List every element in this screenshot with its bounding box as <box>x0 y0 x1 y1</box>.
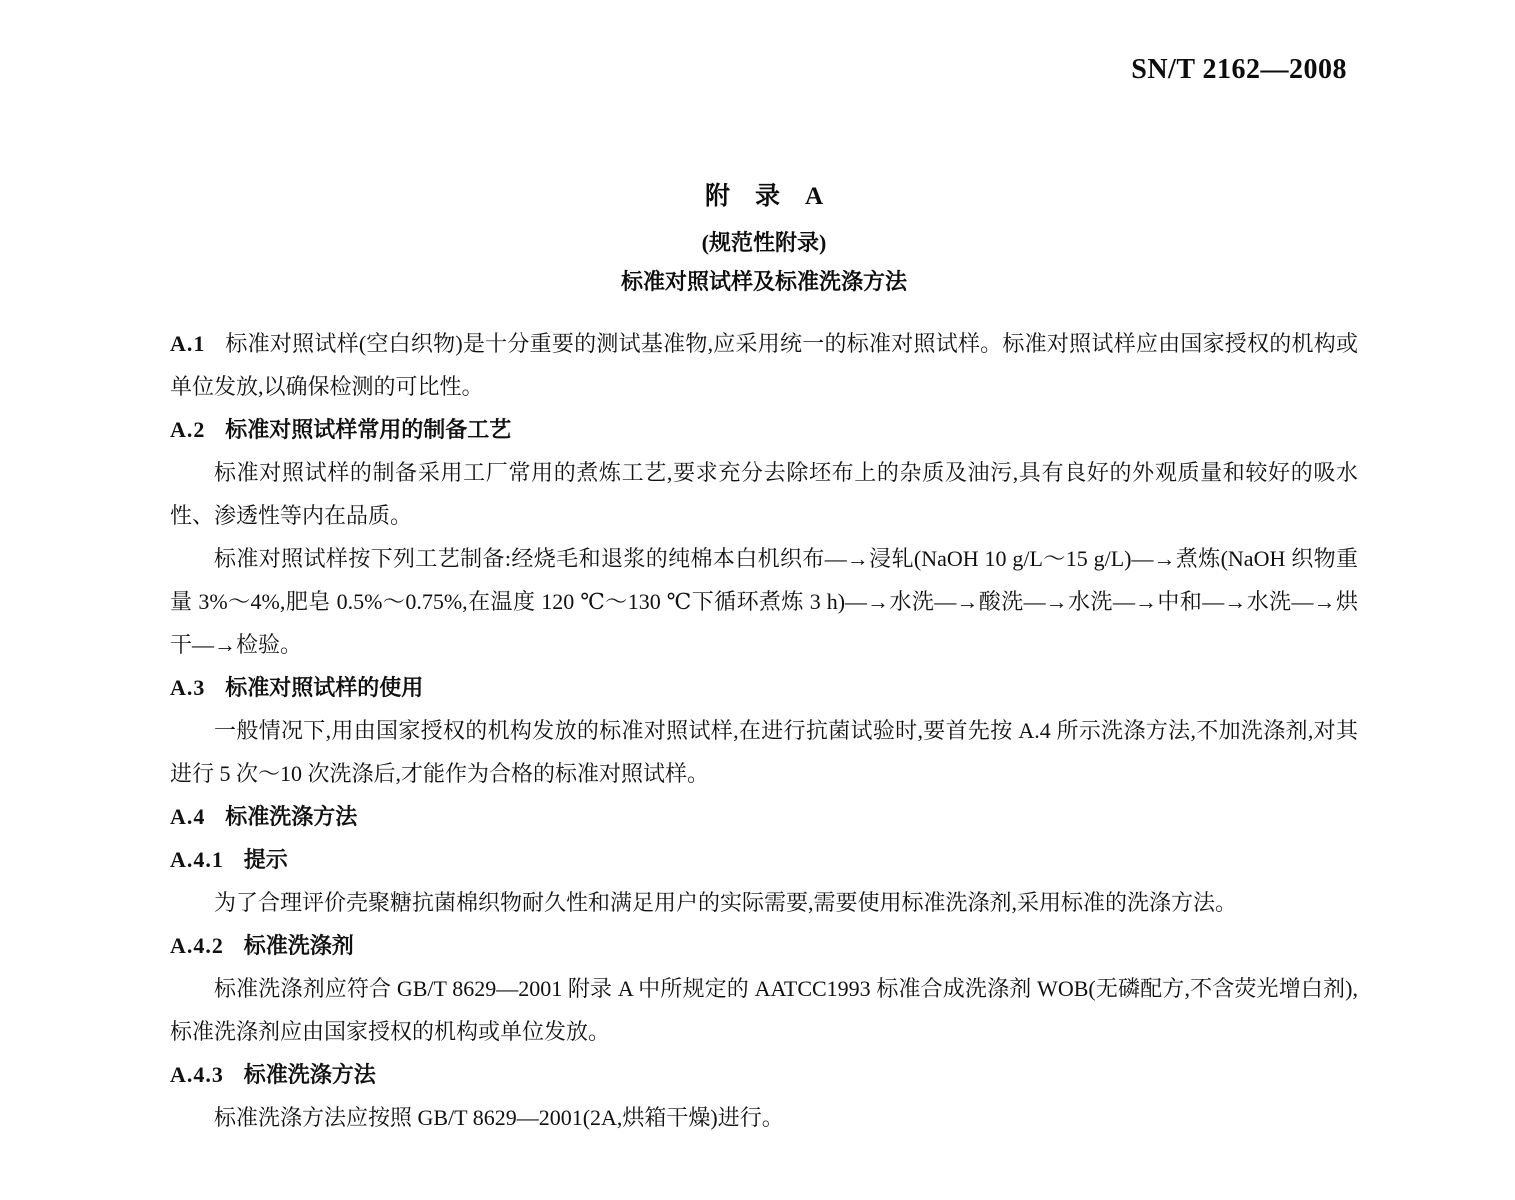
section-title-a43: 标准洗涤方法 <box>243 1062 376 1087</box>
paragraph-a43-1: 标准洗涤方法应按照 GB/T 8629—2001(2A,烘箱干燥)进行。 <box>214 1105 784 1130</box>
standard-number: SN/T 2162—2008 <box>1131 54 1347 85</box>
section-heading-a42 <box>170 924 1358 967</box>
paragraph-a41-1: 为了合理评价壳聚糖抗菌棉织物耐久性和满足用户的实际需要,需要使用标准洗涤剂,采用标准的洗涤方法。 <box>214 890 1238 915</box>
section-title-a4: 标准洗涤方法 <box>225 804 358 829</box>
section-heading-a41 <box>170 838 1358 881</box>
paragraph-a2-1: 标准对照试样的制备采用工厂常用的煮炼工艺,要求充分去除坯布上的杂质及油污,具有良好的外观质量和较好的吸水性、渗透性等内在品质。 <box>170 460 1358 528</box>
section-title-a42: 标准洗涤剂 <box>243 933 354 958</box>
section-label-a1: A.1 <box>170 331 206 356</box>
section-label-a43: A.4.3 <box>170 1062 224 1087</box>
paragraph-a2-2: 标准对照试样按下列工艺制备:经烧毛和退浆的纯棉本白机织布—→浸轧(NaOH 10 g/L～15 g/L)—→煮炼(NaOH 织物重量 3%～4%,肥皂 0.5%～0.75%,在温度 120 ℃～130 ℃下循环煮炼 3 h)—→水洗—→酸洗—→水洗—→中和—→水洗—→烘干—→检验。 <box>170 546 1358 657</box>
appendix-subject: 标准对照试样及标准洗涤方法 <box>620 269 907 294</box>
document-content <box>170 182 1358 1139</box>
appendix-title: 附 录 A <box>704 183 824 210</box>
section-title-a3: 标准对照试样的使用 <box>225 675 424 700</box>
section-heading-a4 <box>170 795 1358 838</box>
section-label-a2: A.2 <box>170 417 206 442</box>
section-a1 <box>170 322 1358 408</box>
paragraph-a42-1: 标准洗涤剂应符合 GB/T 8629—2001 附录 A 中所规定的 AATCC1993 标准合成洗涤剂 WOB(无磷配方,不含荧光增白剂),标准洗涤剂应由国家授权的机构或单位发放。 <box>170 976 1358 1044</box>
appendix-type: (规范性附录) <box>701 230 827 255</box>
section-title-a2: 标准对照试样常用的制备工艺 <box>225 417 512 442</box>
paragraph-a3-1: 一般情况下,用由国家授权的机构发放的标准对照试样,在进行抗菌试验时,要首先按 A.4 所示洗涤方法,不加洗涤剂,对其进行 5 次～10 次洗涤后,才能作为合格的标准对照试样。 <box>170 718 1358 786</box>
section-heading-a3 <box>170 666 1358 709</box>
section-label-a4: A.4 <box>170 804 206 829</box>
section-heading-a43 <box>170 1053 1358 1096</box>
section-label-a42: A.4.2 <box>170 933 224 958</box>
document-body <box>170 322 1358 1139</box>
section-label-a3: A.3 <box>170 675 206 700</box>
section-title-a41: 提示 <box>243 847 288 872</box>
section-heading-a2 <box>170 408 1358 451</box>
section-label-a41: A.4.1 <box>170 847 224 872</box>
section-text-a1: 标准对照试样(空白织物)是十分重要的测试基准物,应采用统一的标准对照试样。标准对照试样应由国家授权的机构或单位发放,以确保检测的可比性。 <box>170 331 1358 399</box>
